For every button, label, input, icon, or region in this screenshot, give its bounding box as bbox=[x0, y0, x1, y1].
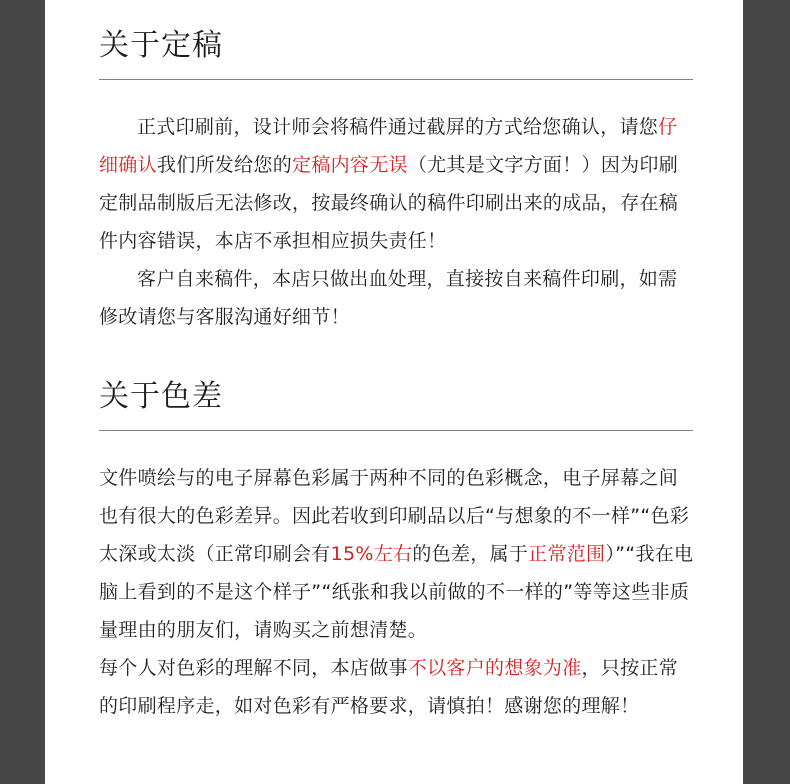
final-draft-text-1: 正式印刷前，设计师会将稿件通过截屏的方式给您确认，请您 bbox=[137, 116, 659, 138]
color-difference-text-5: ，只按正常的印刷程序走，如对色彩有严格要求，请慎拍！感谢您的理解！ bbox=[99, 657, 679, 717]
final-draft-text-3: （尤其是文字方面！）因为印刷定制品制版后无法修改，按最终确认的稿件印刷出来的成品，存在稿件内容错误，本店不承担相应损失责任！ bbox=[99, 154, 679, 252]
section-body-final-draft bbox=[99, 108, 695, 336]
final-draft-paragraph-1 bbox=[99, 108, 695, 260]
highlight-normal-range: 正常范围 bbox=[528, 543, 606, 565]
content-page bbox=[45, 0, 743, 784]
color-difference-paragraph-2 bbox=[99, 649, 695, 725]
section-body-color-difference bbox=[99, 459, 695, 725]
highlight-fifteen-percent: 15%左右 bbox=[330, 543, 413, 565]
color-difference-paragraph-1 bbox=[99, 459, 695, 649]
color-difference-text-3: ）”“我在电脑上看到的不是这个样子”“纸张和我以前做的不一样的”等等这些非质量理由的朋友们，请购买之前想清楚。 bbox=[99, 543, 694, 641]
color-difference-text-1: 文件喷绘与的电子屏幕色彩属于两种不同的色彩概念，电子屏幕之间也有很大的色彩差异。因此若收到印刷品以后“与想象的不一样”“色彩太深或太淡（正常印刷会有 bbox=[99, 467, 690, 565]
color-difference-text-4: 每个人对色彩的理解不同，本店做事 bbox=[99, 657, 408, 679]
highlight-not-customer-imagination: 不以客户的想象为准 bbox=[407, 657, 582, 679]
final-draft-text-2: 我们所发给您的 bbox=[156, 154, 293, 176]
section-title-color-difference: 关于色差 bbox=[99, 379, 223, 414]
section-divider-color-difference bbox=[99, 430, 693, 431]
final-draft-paragraph-2: 客户自来稿件，本店只做出血处理，直接按自来稿件印刷，如需修改请您与客服沟通好细节！ bbox=[99, 268, 678, 328]
highlight-content-correct: 定稿内容无误 bbox=[292, 154, 408, 176]
section-divider-final-draft bbox=[99, 79, 693, 80]
highlight-check-carefully: 仔细确认 bbox=[99, 116, 678, 176]
section-title-final-draft: 关于定稿 bbox=[99, 28, 223, 63]
color-difference-text-2: 的色差，属于 bbox=[412, 543, 529, 565]
